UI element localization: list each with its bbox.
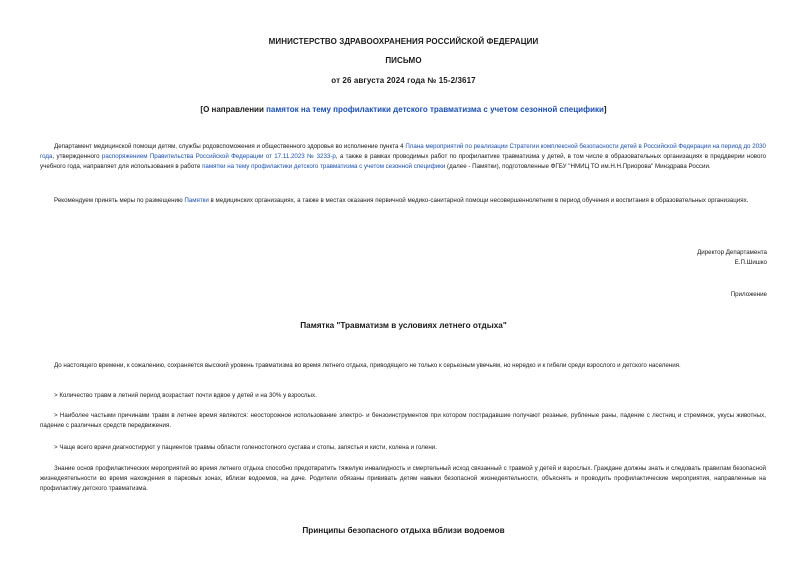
memo-paragraph: > Чаще всего врачи диагностируют у пациентов травмы области голеностопного сустава и стопы, запястья и кисти, колена и голени. bbox=[54, 444, 437, 451]
memo-link[interactable]: памятки на тему профилактики детского травматизма с учетом сезонной специфики bbox=[202, 163, 446, 170]
subject-prefix: [О направлении bbox=[200, 105, 267, 114]
memo-short-link[interactable]: Памятки bbox=[184, 197, 209, 204]
document-subject bbox=[0, 105, 807, 114]
signature-name: Е.П.Шишко bbox=[734, 259, 767, 266]
plan-link[interactable]: Плана мероприятий по реализации Стратегии комплексной безопасности детей в Российской Федерации на период до 2030 года bbox=[40, 143, 766, 160]
signature-position: Директор Департамента bbox=[697, 249, 767, 256]
section-heading: Принципы безопасного отдыха вблизи водоемов bbox=[302, 526, 505, 535]
memo-paragraph: > Количество травм в летний период возрастает почти вдвое у детей и на 30% у взрослых. bbox=[54, 392, 317, 399]
intro-p1-text-4: (далее - Памятки), подготовленные ФГБУ "НМИЦ ТО им.Н.Н.Приорова" Минздрава России. bbox=[445, 163, 711, 170]
intro-p1-text-3: , а также в рамках проводимых работ по профилактике травматизма у детей, в том числе в образовательных организациях в преддверии нового учебного года, направляет для использования в работе bbox=[40, 153, 767, 170]
subject-suffix: ] bbox=[603, 105, 607, 114]
document-date-number: от 26 августа 2024 года № 15-2/3617 bbox=[331, 76, 476, 85]
intro-paragraph-2 bbox=[40, 196, 766, 206]
memo-title: Памятка "Травматизм в условиях летнего отдыха" bbox=[300, 321, 507, 330]
intro-paragraph-1 bbox=[40, 142, 766, 172]
memo-paragraph: Знание основ профилактических мероприятий во время летнего отдыха способно предотвратить тяжелую инвалидность и смертельный исход связанный с травмой у детей и взрослых. Граждане должны знать и следовать правилам безопасной жизнедеятельности во время нахождения в парковых зонах, вблизи водоемов, на даче. Родители обязаны прививать детям навыки безопасной жизнедеятельности, объяснять и проводить профилактические мероприятия, направленные на профилактику детского травматизма. bbox=[40, 465, 766, 492]
order-link[interactable]: распоряжением Правительства Российской Федерации от 17.11.2023 № 3233-р bbox=[101, 153, 336, 160]
subject-link[interactable]: памяток на тему профилактики детского травматизма с учетом сезонной специфики bbox=[266, 105, 604, 114]
intro-p2-text-1: Рекомендуем принять меры по размещению bbox=[54, 197, 185, 204]
appendix-label: Приложение bbox=[730, 291, 767, 298]
intro-p1-text-1: Департамент медицинской помощи детям, службы родовспоможения и общественного здоровья во исполнение пункта 4 bbox=[54, 143, 406, 150]
intro-p2-text-2: в медицинских организациях, а также в местах оказания первичной медико-санитарной помощи несовершеннолетним в период обучения и воспитания в образовательных организациях. bbox=[208, 197, 749, 204]
memo-paragraph: До настоящего времени, к сожалению, сохраняется высокий уровень травматизма во время летнего отдыха, приводящего не только к серьезным увечьям, но нередко и к гибели среди взрослого и детского населения. bbox=[54, 362, 681, 369]
signature-block bbox=[697, 248, 767, 268]
memo-paragraph: > Наиболее частыми причинами травм в летнее время являются: неосторожное использование электро- и бензоинструментов при котором пострадавшие получают резаные, рубленые раны, падение с лестниц и стремянок, укусы животных, падение с различных средств передвижения. bbox=[40, 412, 766, 429]
ministry-title: МИНИСТЕРСТВО ЗДРАВООХРАНЕНИЯ РОССИЙСКОЙ ФЕДЕРАЦИИ bbox=[268, 37, 539, 46]
document-type: ПИСЬМО bbox=[385, 56, 422, 65]
intro-p1-text-2: , утвержденного bbox=[52, 153, 102, 160]
